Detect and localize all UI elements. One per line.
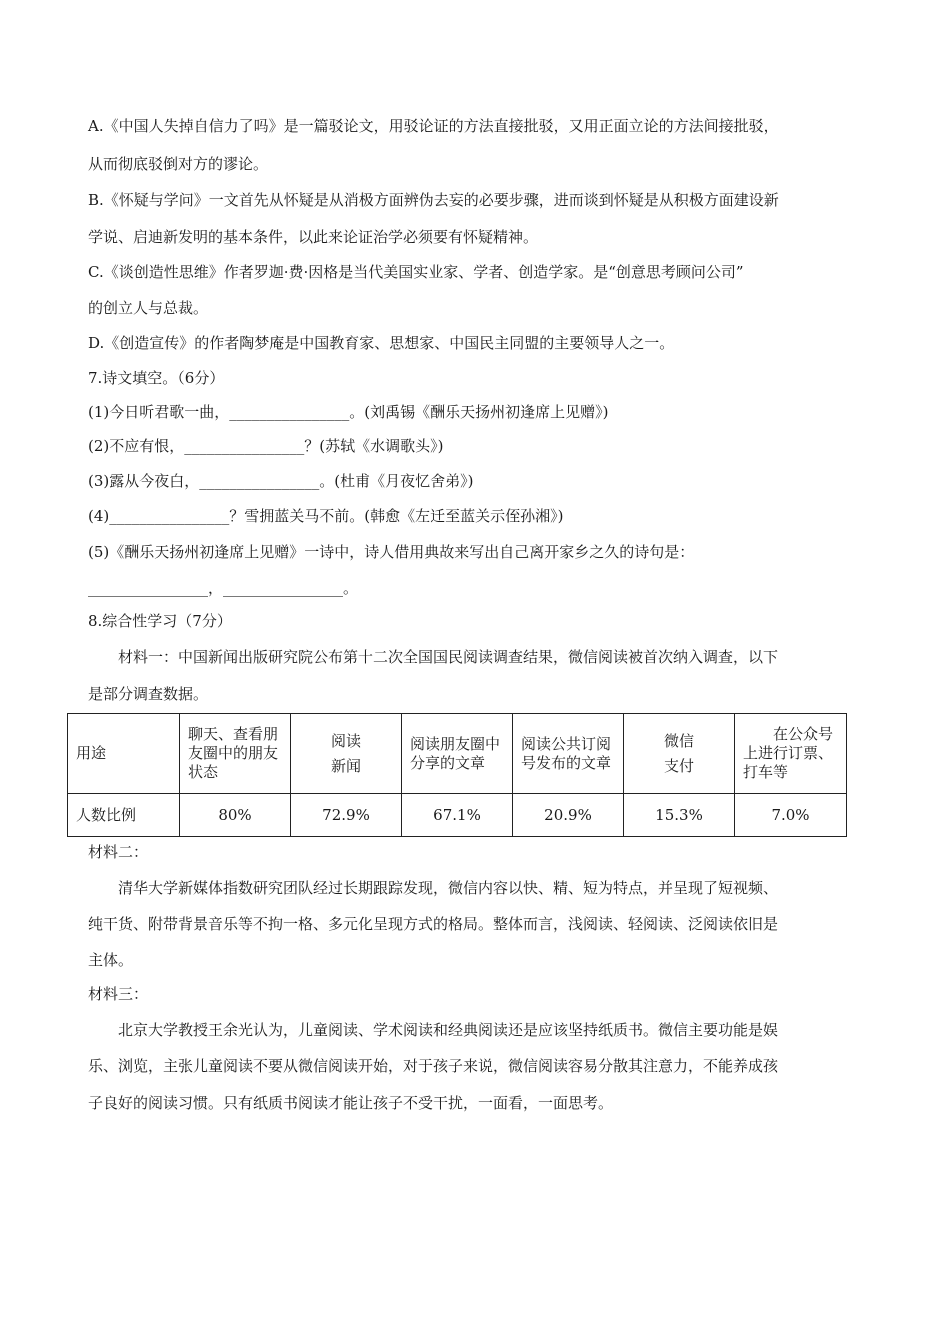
header-subscription-articles: 阅读公共订阅号发布的文章	[513, 714, 624, 794]
option-b-line-2: 学说、启迪新发明的基本条件，以此来论证治学必须要有怀疑精神。	[88, 228, 539, 246]
table-row	[68, 714, 847, 794]
option-b-line-1: B.《怀疑与学问》一文首先从怀疑是从消极方面辨伪去妄的必要步骤，进而谈到怀疑是从积极方面建设新	[88, 191, 779, 209]
header-booking: 在公众号上进行订票、打车等	[735, 714, 847, 794]
header-wechat-pay	[624, 714, 735, 794]
value-booking: 7.0%	[735, 794, 847, 837]
row-label-ratio: 人数比例	[68, 794, 180, 837]
q8-title: 8.综合性学习（7分）	[88, 612, 232, 630]
header-news-text: 阅读新闻	[330, 731, 361, 775]
option-c-line-2: 的创立人与总裁。	[88, 299, 209, 317]
value-chat: 80%	[180, 794, 291, 837]
material-3-line-3: 子良好的阅读习惯。只有纸质书阅读才能让孩子不受干扰，一面看，一面思考。	[88, 1094, 614, 1112]
material-2-line-2: 纯干货、附带背景音乐等不拘一格、多元化呈现方式的格局。整体而言，浅阅读、轻阅读、泛阅读依旧是	[88, 915, 779, 933]
row-label-usage: 用途	[68, 714, 180, 794]
material-1-line-2: 是部分调查数据。	[88, 685, 209, 703]
header-moments-articles: 阅读朋友圈中分享的文章	[402, 714, 513, 794]
material-2-line-1: 清华大学新媒体指数研究团队经过长期跟踪发现，微信内容以快、精、短为特点，并呈现了短视频、	[118, 879, 779, 897]
q7-item-2: (2)不应有恨，________________？(苏轼《水调歌头》)	[88, 437, 444, 455]
header-chat: 聊天、查看朋友圈中的朋友状态	[180, 714, 291, 794]
q7-item-1: (1)今日听君歌一曲，________________。(刘禹锡《酬乐天扬州初逢席上见赠》)	[88, 403, 609, 421]
q7-title: 7.诗文填空。（6分）	[88, 369, 225, 387]
table-row	[68, 794, 847, 837]
q7-item-5-blanks: ________________，________________。	[88, 579, 359, 597]
material-2-line-3: 主体。	[88, 951, 134, 969]
header-news	[291, 714, 402, 794]
value-news: 72.9%	[291, 794, 402, 837]
material-3-title: 材料三：	[88, 985, 149, 1003]
option-d-line: D.《创造宣传》的作者陶梦庵是中国教育家、思想家、中国民主同盟的主要领导人之一。	[88, 334, 675, 352]
header-wechat-pay-text: 微信支付	[663, 731, 694, 775]
material-2-title: 材料二：	[88, 843, 149, 861]
option-c-line-1: C.《谈创造性思维》作者罗迦·费·因格是当代美国实业家、学者、创造学家。是“创意思考顾问公司”	[88, 263, 744, 281]
q7-item-3: (3)露从今夜白，________________。(杜甫《月夜忆舍弟》)	[88, 472, 474, 490]
survey-table	[67, 713, 847, 837]
value-subscription-articles: 20.9%	[513, 794, 624, 837]
option-a-line-2: 从而彻底驳倒对方的谬论。	[88, 155, 269, 173]
q7-item-4: (4)________________？雪拥蓝关马不前。(韩愈《左迁至蓝关示侄孙湘》)	[88, 507, 564, 525]
value-moments-articles: 67.1%	[402, 794, 513, 837]
option-a-line-1: A.《中国人失掉自信力了吗》是一篇驳论文，用驳论证的方法直接批驳，又用正面立论的方法间接批驳，	[88, 117, 779, 135]
q7-item-5: (5)《酬乐天扬州初逢席上见赠》一诗中，诗人借用典故来写出自己离开家乡之久的诗句是：	[88, 543, 695, 561]
material-1-line-1: 材料一：中国新闻出版研究院公布第十二次全国国民阅读调查结果，微信阅读被首次纳入调查，以下	[118, 648, 779, 666]
material-3-line-2: 乐、浏览，主张儿童阅读不要从微信阅读开始，对于孩子来说，微信阅读容易分散其注意力，不能养成孩	[88, 1057, 779, 1075]
value-wechat-pay: 15.3%	[624, 794, 735, 837]
material-3-line-1: 北京大学教授王余光认为，儿童阅读、学术阅读和经典阅读还是应该坚持纸质书。微信主要功能是娱	[118, 1021, 779, 1039]
